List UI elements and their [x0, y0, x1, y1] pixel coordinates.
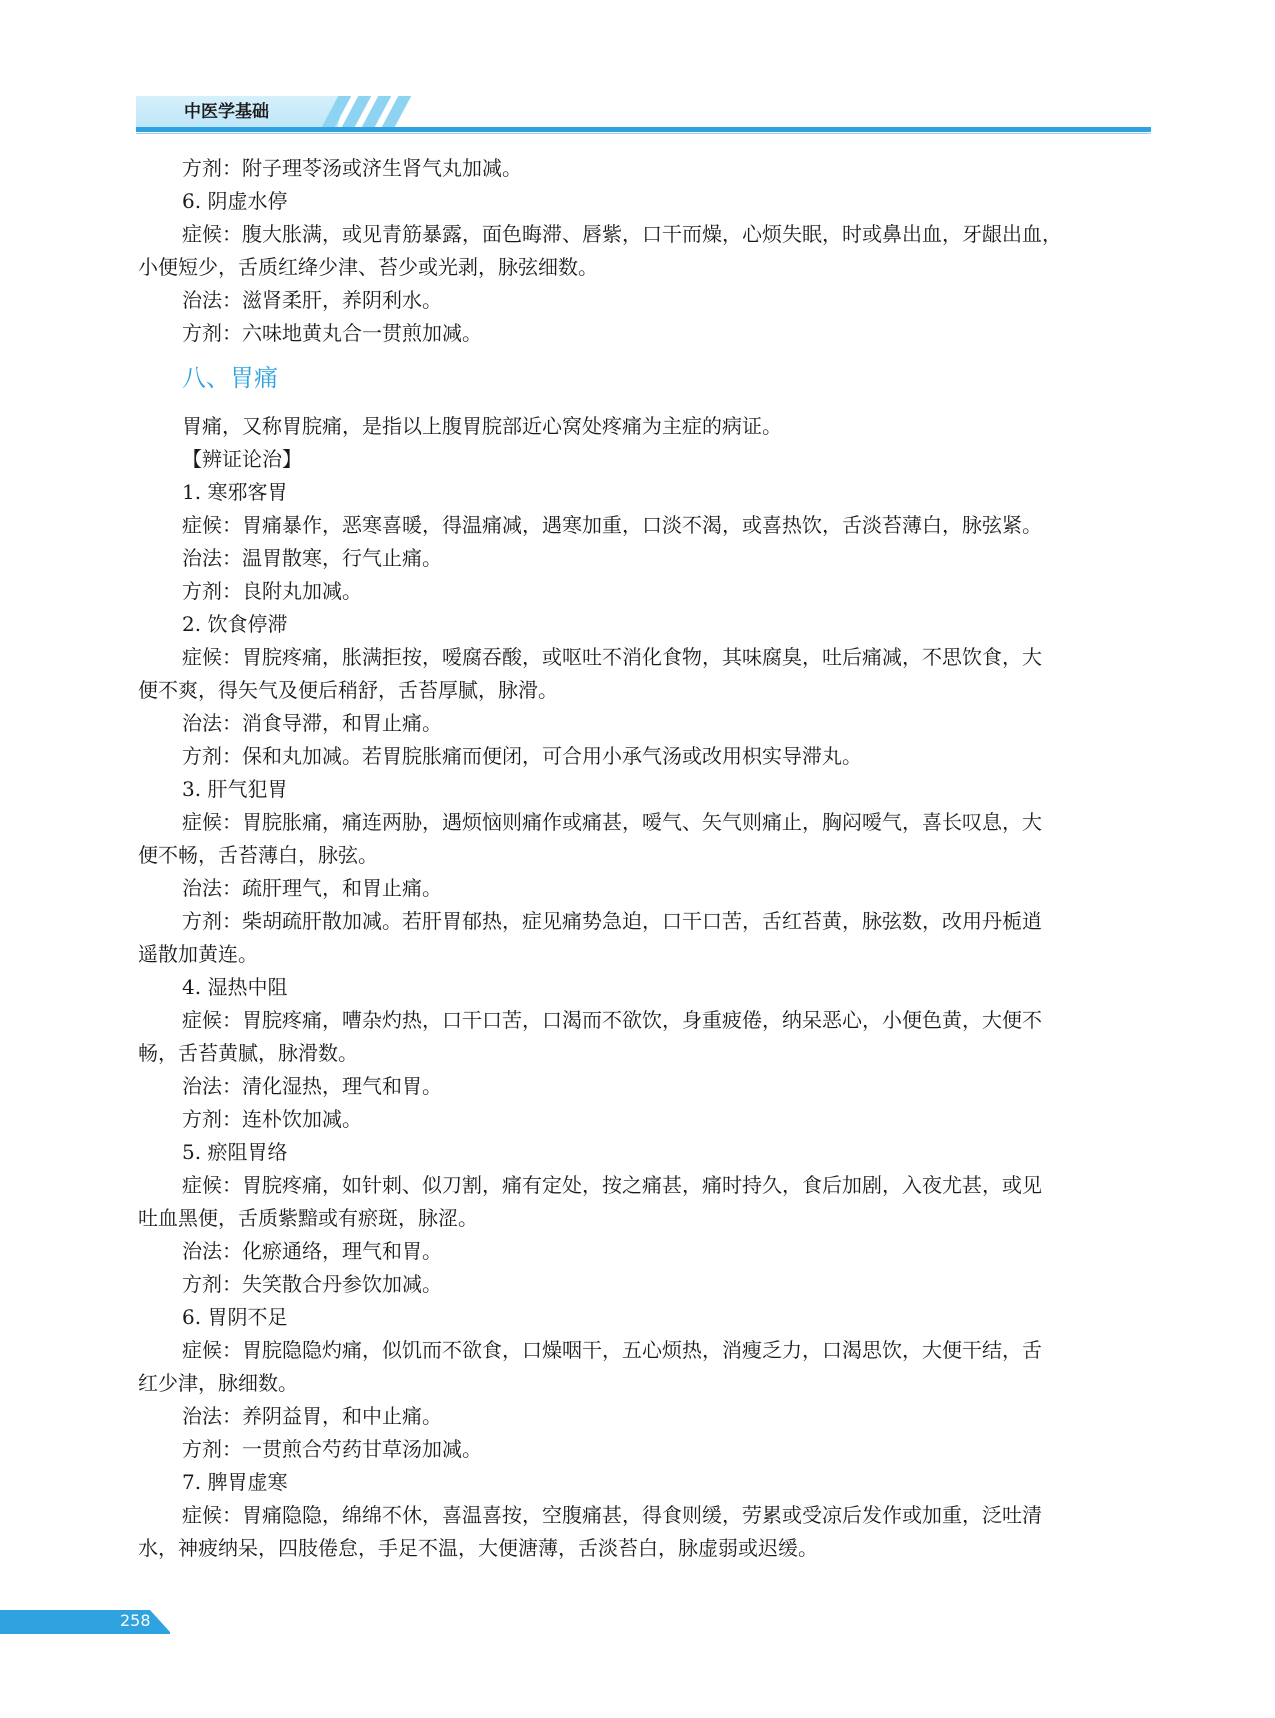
text-line: 方剂：柴胡疏肝散加减。若肝胃郁热，症见痛势急迫，口干口苦，舌红苔黄，脉弦数，改用丹栀逍 [182, 909, 1042, 933]
text-line: 吐血黑便，舌质紫黯或有瘀斑，脉涩。 [138, 1206, 478, 1230]
text-line: 方剂：附子理苓汤或济生肾气丸加减。 [182, 156, 522, 180]
page-number: 258 [120, 1611, 151, 1630]
header-title: 中医学基础 [184, 102, 269, 122]
text-line: 【辨证论治】 [182, 447, 302, 471]
text-line: 便不畅，舌苔薄白，脉弦。 [138, 843, 378, 867]
text-line: 方剂：失笑散合丹参饮加减。 [182, 1272, 442, 1296]
text-line: 治法：温胃散寒，行气止痛。 [182, 546, 442, 570]
text-line: 症候：腹大胀满，或见青筋暴露，面色晦滞、唇紫，口干而燥，心烦失眠，时或鼻出血，牙龈出血， [182, 222, 1062, 246]
text-block-after [138, 410, 1150, 1565]
text-line: 方剂：六味地黄丸合一贯煎加减。 [182, 321, 482, 345]
text-line: 胃痛，又称胃脘痛，是指以上腹胃脘部近心窝处疼痛为主症的病证。 [182, 414, 782, 438]
text-line: 3. 肝气犯胃 [182, 777, 288, 801]
text-line: 方剂：良附丸加减。 [182, 579, 362, 603]
text-line: 方剂：保和丸加减。若胃脘胀痛而便闭，可合用小承气汤或改用枳实导滞丸。 [182, 744, 862, 768]
text-line: 畅，舌苔黄腻，脉滑数。 [138, 1041, 358, 1065]
text-line: 方剂：连朴饮加减。 [182, 1107, 362, 1131]
text-line: 1. 寒邪客胃 [182, 480, 288, 504]
text-line: 2. 饮食停滞 [182, 612, 288, 636]
text-line: 水，神疲纳呆，四肢倦怠，手足不温，大便溏薄，舌淡苔白，脉虚弱或迟缓。 [138, 1536, 818, 1560]
text-line: 红少津，脉细数。 [138, 1371, 298, 1395]
section-heading: 八、胃痛 [182, 364, 278, 392]
text-line: 症候：胃脘疼痛，胀满拒按，嗳腐吞酸，或呕吐不消化食物，其味腐臭，吐后痛减，不思饮食，大 [182, 645, 1042, 669]
text-line: 症候：胃痛暴作，恶寒喜暖，得温痛减，遇寒加重，口淡不渴，或喜热饮，舌淡苔薄白，脉弦紧。 [182, 513, 1042, 537]
text-line: 方剂：一贯煎合芍药甘草汤加减。 [182, 1437, 482, 1461]
text-line: 治法：养阴益胃，和中止痛。 [182, 1404, 442, 1428]
text-block-before [138, 152, 1150, 350]
text-line: 症候：胃痛隐隐，绵绵不休，喜温喜按，空腹痛甚，得食则缓，劳累或受凉后发作或加重，泛吐清 [182, 1503, 1042, 1527]
text-line: 小便短少，舌质红绛少津、苔少或光剥，脉弦细数。 [138, 255, 598, 279]
text-line: 5. 瘀阻胃络 [182, 1140, 288, 1164]
text-line: 治法：疏肝理气，和胃止痛。 [182, 876, 442, 900]
text-line: 症候：胃脘胀痛，痛连两胁，遇烦恼则痛作或痛甚，嗳气、矢气则痛止，胸闷嗳气，喜长叹息，大 [182, 810, 1042, 834]
text-line: 治法：化瘀通络，理气和胃。 [182, 1239, 442, 1263]
text-line: 便不爽，得矢气及便后稍舒，舌苔厚腻，脉滑。 [138, 678, 558, 702]
text-line: 治法：滋肾柔肝，养阴利水。 [182, 288, 442, 312]
footer-rule [0, 1632, 170, 1634]
header-rule-thin [136, 133, 1151, 134]
text-line: 治法：清化湿热，理气和胃。 [182, 1074, 442, 1098]
text-line: 治法：消食导滞，和胃止痛。 [182, 711, 442, 735]
text-line: 症候：胃脘疼痛，如针刺、似刀割，痛有定处，按之痛甚，痛时持久，食后加剧，入夜尤甚，或见 [182, 1173, 1042, 1197]
text-line: 遥散加黄连。 [138, 942, 258, 966]
text-line: 症候：胃脘疼痛，嘈杂灼热，口干口苦，口渴而不欲饮，身重疲倦，纳呆恶心，小便色黄，大便不 [182, 1008, 1042, 1032]
text-line: 6. 胃阴不足 [182, 1305, 288, 1329]
text-line: 6. 阴虚水停 [182, 189, 288, 213]
text-line: 4. 湿热中阻 [182, 975, 288, 999]
header-rule [136, 127, 1151, 132]
page-content [138, 152, 1150, 1565]
text-line: 7. 脾胃虚寒 [182, 1470, 288, 1494]
text-line: 症候：胃脘隐隐灼痛，似饥而不欲食，口燥咽干，五心烦热，消瘦乏力，口渴思饮，大便干结，舌 [182, 1338, 1042, 1362]
